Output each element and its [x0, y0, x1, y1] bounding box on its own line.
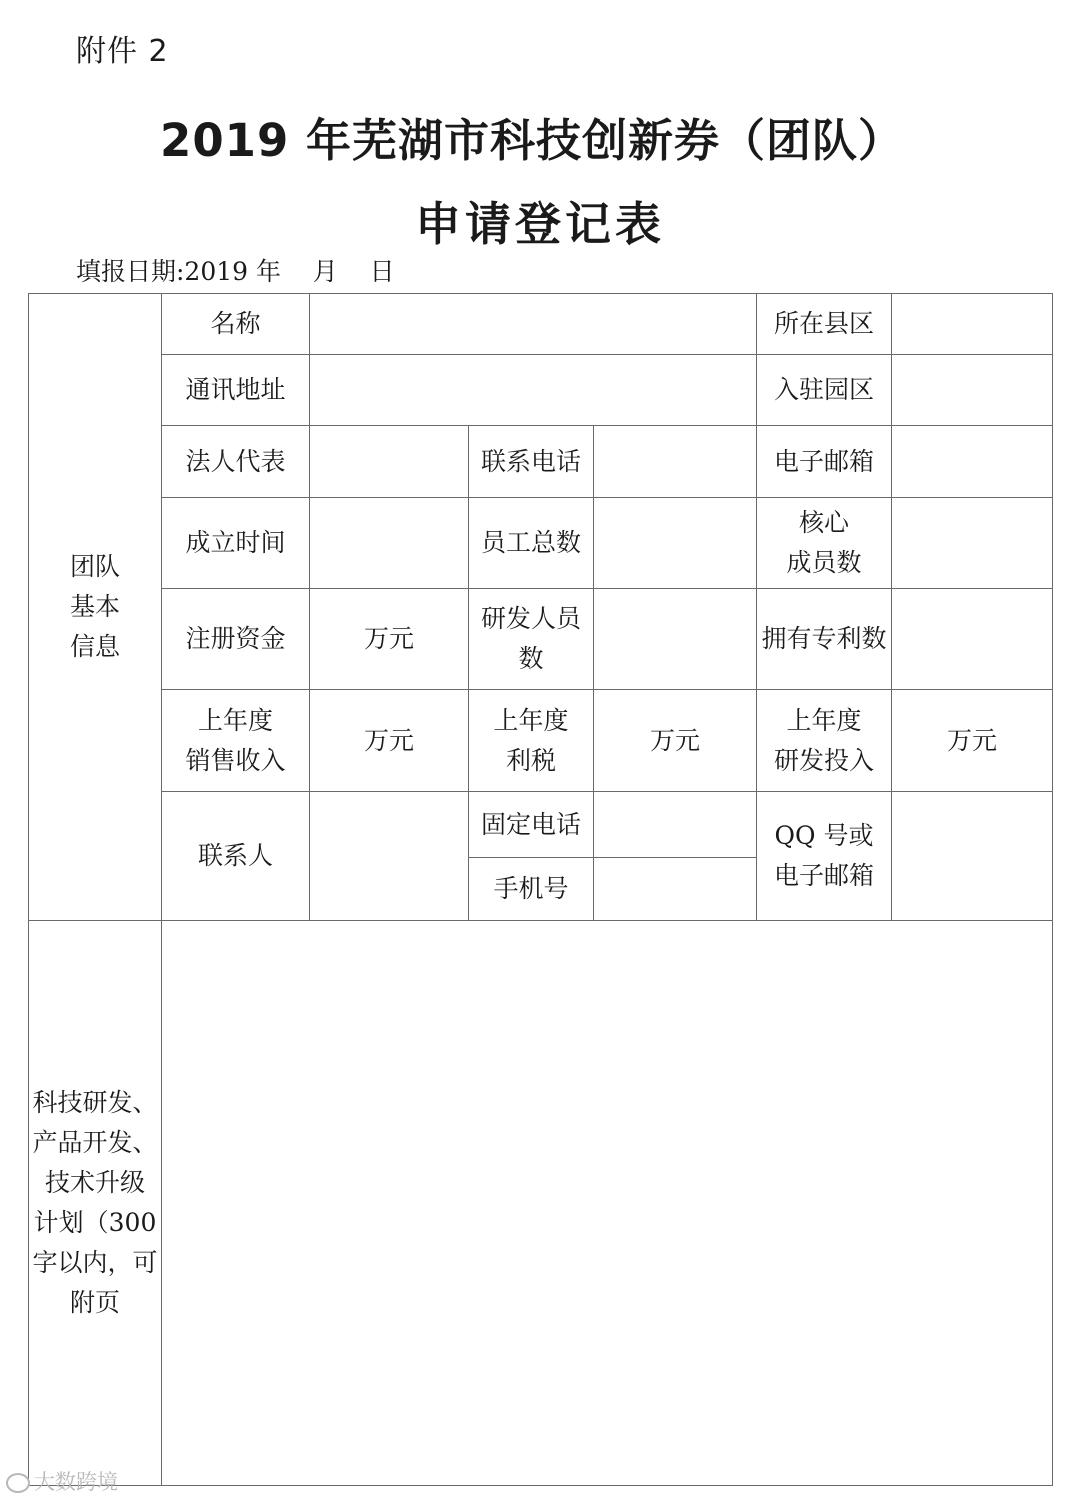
field-legal-rep[interactable] — [310, 426, 469, 498]
field-rd-plan[interactable] — [162, 921, 1053, 1486]
label-email: 电子邮箱 — [757, 426, 892, 498]
label-last-year-tax: 上年度 利税 — [469, 690, 594, 792]
field-patents[interactable] — [892, 589, 1053, 690]
label-patents: 拥有专利数 — [757, 589, 892, 690]
label-last-year-rd: 上年度 研发投入 — [757, 690, 892, 792]
label-name: 名称 — [162, 294, 310, 355]
label-rd-staff: 研发人员 数 — [469, 589, 594, 690]
label-total-staff: 员工总数 — [469, 498, 594, 589]
label-last-year-sales: 上年度 销售收入 — [162, 690, 310, 792]
fill-date: 填报日期:2019 年 月 日 — [76, 257, 395, 286]
field-founded[interactable] — [310, 498, 469, 589]
field-contact-person[interactable] — [310, 792, 469, 921]
label-legal-rep: 法人代表 — [162, 426, 310, 498]
field-email[interactable] — [892, 426, 1053, 498]
field-qq-or-email[interactable] — [892, 792, 1053, 921]
field-last-year-sales[interactable]: 万元 — [310, 690, 469, 792]
field-reg-capital[interactable]: 万元 — [310, 589, 469, 690]
label-mobile: 手机号 — [469, 858, 594, 921]
label-landline: 固定电话 — [469, 792, 594, 858]
attachment-label: 附件 2 — [76, 34, 169, 69]
watermark — [6, 1466, 118, 1496]
label-rd-plan: 科技研发、 产品开发、 技术升级 计划（300 字以内，可 附页 — [29, 921, 162, 1486]
label-qq-or-email: QQ 号或 电子邮箱 — [757, 792, 892, 921]
field-contact-phone[interactable] — [594, 426, 757, 498]
field-last-year-tax[interactable]: 万元 — [594, 690, 757, 792]
field-landline[interactable] — [594, 792, 757, 858]
field-core-members[interactable] — [892, 498, 1053, 589]
registration-form-table — [28, 293, 1053, 1486]
label-county: 所在县区 — [757, 294, 892, 355]
watermark-text: 大数跨境 — [34, 1470, 118, 1494]
field-total-staff[interactable] — [594, 498, 757, 589]
form-title-line2: 申请登记表 — [415, 197, 665, 251]
field-park[interactable] — [892, 355, 1053, 426]
field-mobile[interactable] — [594, 858, 757, 921]
section-label-basic-info: 团队 基本 信息 — [29, 294, 162, 921]
field-county[interactable] — [892, 294, 1053, 355]
label-contact-person: 联系人 — [162, 792, 310, 921]
form-title-line1: 2019 年芜湖市科技创新券（团队） — [160, 114, 904, 167]
field-address[interactable] — [310, 355, 757, 426]
label-contact-phone: 联系电话 — [469, 426, 594, 498]
field-last-year-rd[interactable]: 万元 — [892, 690, 1053, 792]
label-park: 入驻园区 — [757, 355, 892, 426]
label-address: 通讯地址 — [162, 355, 310, 426]
field-rd-staff[interactable] — [594, 589, 757, 690]
label-founded: 成立时间 — [162, 498, 310, 589]
label-core-members: 核心 成员数 — [757, 498, 892, 589]
label-reg-capital: 注册资金 — [162, 589, 310, 690]
field-name[interactable] — [310, 294, 757, 355]
watermark-logo-icon — [6, 1473, 30, 1493]
